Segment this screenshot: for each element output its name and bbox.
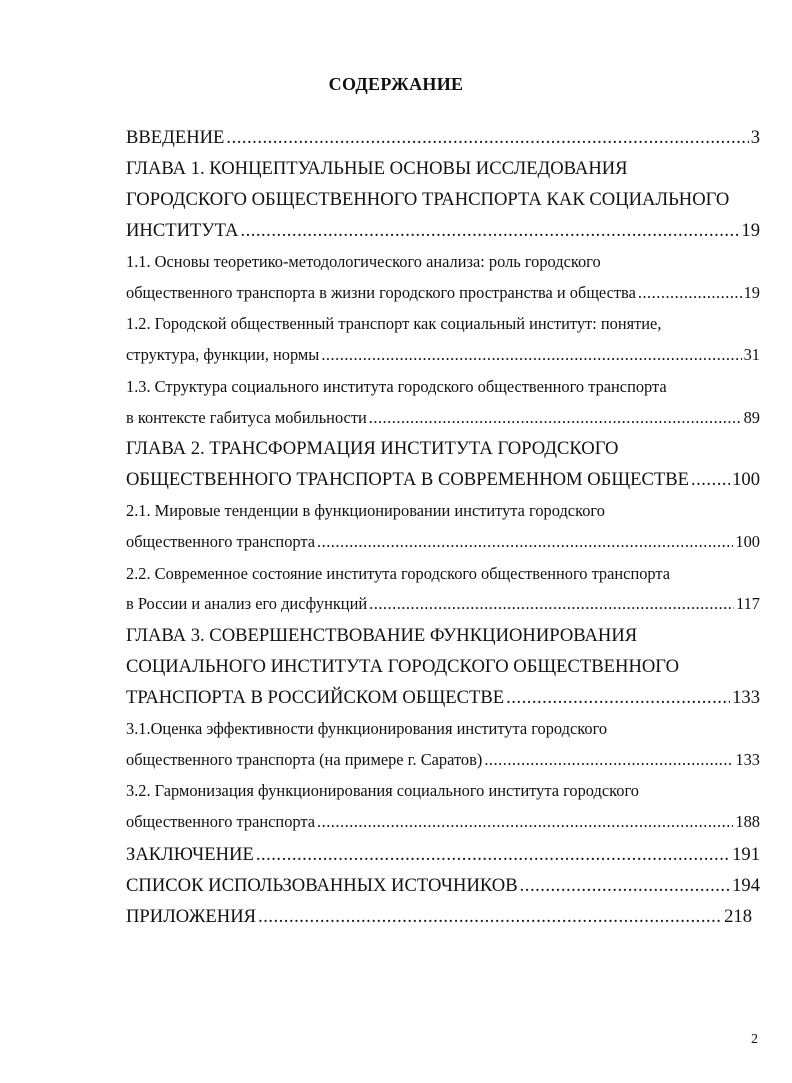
- toc-entry-line: ГЛАВА 1. КОНЦЕПТУАЛЬНЫЕ ОСНОВЫ ИССЛЕДОВАНИЯ: [126, 158, 628, 179]
- toc-entry-title: структура, функции, нормы: [126, 345, 320, 365]
- dot-leader: [317, 807, 733, 838]
- toc-entry-appendices[interactable]: [126, 901, 752, 932]
- toc-entry-line: СОЦИАЛЬНОГО ИНСТИТУТА ГОРОДСКОГО ОБЩЕСТВЕННОГО: [126, 656, 680, 678]
- toc-entry-title: общественного транспорта: [126, 531, 316, 551]
- toc-entry-chapter-1[interactable]: [126, 153, 760, 246]
- toc-entry-line: 1.1. Основы теоретико-методологического анализа: роль городского: [126, 252, 601, 271]
- toc-entry-section-2-2[interactable]: [126, 559, 760, 620]
- toc-entry-title: ТРАНСПОРТА В РОССИЙСКОМ ОБЩЕСТВЕ: [126, 687, 505, 709]
- toc-page-number: 133: [732, 687, 760, 709]
- toc-page-number: 31: [743, 345, 760, 365]
- toc-page-number: 194: [732, 874, 760, 896]
- toc-page-number: 218: [724, 905, 752, 927]
- dot-leader: [369, 403, 742, 434]
- toc-entry-title: СПИСОК ИСПОЛЬЗОВАННЫХ ИСТОЧНИКОВ: [126, 874, 518, 896]
- toc-entry-title: ОБЩЕСТВЕННОГО ТРАНСПОРТА В СОВРЕМЕННОМ ОБЩЕСТВЕ: [126, 469, 689, 491]
- toc-entry-title: общественного транспорта (на примере г. Саратов): [126, 749, 483, 769]
- toc-page-number: 3: [750, 127, 760, 148]
- toc-entry-section-1-2[interactable]: [126, 309, 760, 370]
- toc-entry-title: ЗАКЛЮЧЕНИЕ: [126, 843, 254, 865]
- toc-entry-section-1-1[interactable]: [126, 247, 760, 308]
- toc-entry-title: ИНСТИТУТА: [126, 220, 239, 241]
- toc-page-number: 188: [735, 812, 760, 832]
- toc-entry-line: 3.2. Гармонизация функционирования социального института городского: [126, 781, 639, 801]
- toc-page-number: 100: [732, 469, 760, 491]
- toc-page-number: 191: [732, 843, 760, 865]
- toc-entry-chapter-3[interactable]: [126, 620, 760, 713]
- toc-entry-title: общественного транспорта: [126, 812, 316, 832]
- toc-page-number: 117: [736, 594, 760, 614]
- toc-entry-title: в контексте габитуса мобильности: [126, 407, 367, 427]
- toc-entry-line: ГЛАВА 2. ТРАНСФОРМАЦИЯ ИНСТИТУТА ГОРОДСКОГО: [126, 438, 619, 460]
- dot-leader: [240, 215, 739, 246]
- toc-entry-references[interactable]: [126, 870, 760, 901]
- toc-entry-line: 2.1. Мировые тенденции в функционировании института городского: [126, 501, 605, 521]
- dot-leader: [258, 901, 722, 932]
- toc-entry-line: ГОРОДСКОГО ОБЩЕСТВЕННОГО ТРАНСПОРТА КАК СОЦИАЛЬНОГО: [126, 189, 730, 210]
- toc-entry-section-2-1[interactable]: [126, 496, 760, 557]
- toc-entry-section-3-1[interactable]: [126, 714, 760, 775]
- toc-page-number: 19: [741, 220, 760, 241]
- toc-entry-line: ГЛАВА 3. СОВЕРШЕНСТВОВАНИЕ ФУНКЦИОНИРОВАНИЯ: [126, 625, 638, 647]
- dot-leader: [638, 278, 742, 309]
- page-title: СОДЕРЖАНИЕ: [328, 74, 464, 94]
- toc-entry-line: 2.2. Современное состояние института городского общественного транспорта: [126, 563, 671, 583]
- dot-leader: [691, 464, 730, 495]
- dot-leader: [321, 340, 741, 371]
- toc-entry-section-3-2[interactable]: [126, 776, 760, 837]
- toc-entry-title: общественного транспорта в жизни городского пространства и общества: [126, 282, 636, 302]
- dot-leader: [226, 122, 748, 153]
- dot-leader: [369, 589, 734, 620]
- toc-entry-line: 1.3. Структура социального института городского общественного транспорта: [126, 376, 667, 396]
- page-number: 2: [751, 1032, 758, 1047]
- toc-entry-section-1-3[interactable]: [126, 372, 760, 433]
- toc-entry-title: ПРИЛОЖЕНИЯ: [126, 905, 257, 927]
- toc-entry-introduction[interactable]: [126, 122, 760, 153]
- toc-entry-line: 3.1.Оценка эффективности функционирования института городского: [126, 719, 608, 739]
- dot-leader: [484, 745, 733, 776]
- toc-page-number: 100: [735, 531, 760, 551]
- toc-entry-line: 1.2. Городской общественный транспорт как социальный институт: понятие,: [126, 314, 662, 334]
- toc-entry-title: в России и анализ его дисфункций: [126, 594, 368, 614]
- toc-page-number: 89: [743, 407, 760, 427]
- table-of-contents: [126, 122, 760, 932]
- toc-entry-chapter-2[interactable]: [126, 433, 760, 495]
- toc-page-number: 19: [743, 282, 760, 302]
- dot-leader: [317, 527, 733, 558]
- toc-page-number: 133: [735, 749, 760, 769]
- dot-leader: [506, 682, 730, 713]
- dot-leader: [520, 870, 730, 901]
- toc-entry-title: ВВЕДЕНИЕ: [126, 127, 225, 148]
- dot-leader: [256, 839, 730, 870]
- toc-entry-conclusion[interactable]: [126, 839, 760, 870]
